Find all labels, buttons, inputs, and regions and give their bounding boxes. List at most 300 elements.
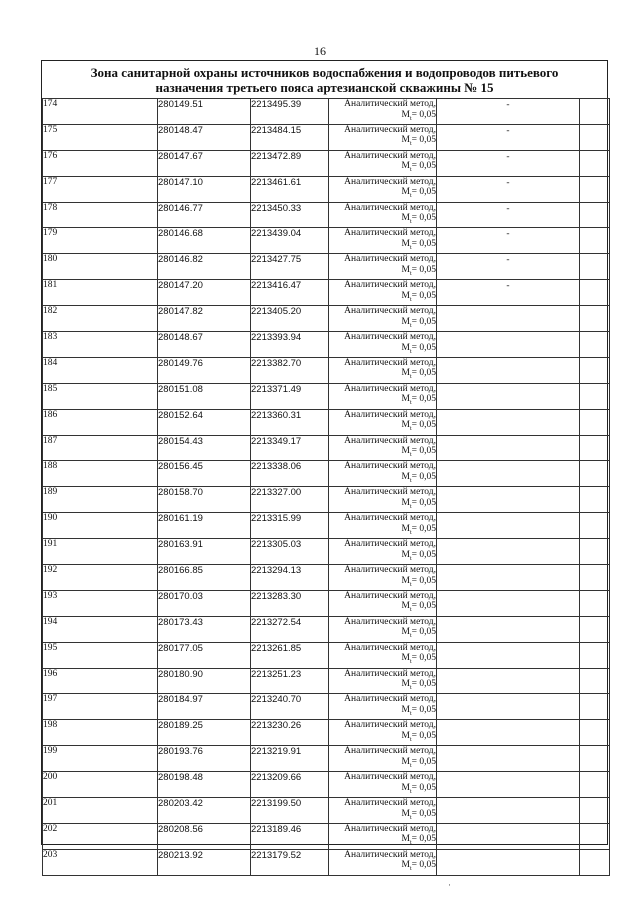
method-label: Аналитический метод, — [344, 99, 436, 109]
method-label: Аналитический метод, — [344, 176, 436, 187]
method-label: Аналитический метод, — [344, 124, 436, 135]
method-cell — [329, 409, 437, 435]
accuracy-value: 0,05 — [419, 109, 436, 120]
extra-cell: - — [437, 176, 580, 202]
method-cell — [329, 798, 437, 824]
method-cell — [329, 642, 437, 668]
extra-cell — [437, 461, 580, 487]
extra-cell — [437, 772, 580, 798]
page-number: 16 — [314, 44, 326, 58]
method-cell — [329, 668, 437, 694]
table-row — [43, 176, 610, 202]
method-label: Аналитический метод, — [344, 694, 436, 705]
coordinate-y: 2213315.99 — [251, 513, 329, 539]
empty-cell — [580, 616, 610, 642]
accuracy-line: $M_t= 0,05$ — [401, 420, 436, 433]
method-label: Аналитический метод, — [344, 228, 436, 239]
method-cell — [329, 332, 437, 358]
title-line-1: Зона санитарной охраны источников водоспабжения и водопроводов питьевого — [90, 65, 559, 80]
point-number: 202 — [43, 823, 158, 849]
coordinate-x: 280213.92 — [158, 849, 251, 875]
coordinate-y: 2213495.39 — [251, 99, 329, 125]
extra-cell — [437, 590, 580, 616]
accuracy-value: 0,05 — [419, 808, 436, 819]
accuracy-line: $M_t= 0,05$ — [401, 808, 436, 821]
coordinate-y: 2213199.50 — [251, 798, 329, 824]
accuracy-line: $M_t= 0,05$ — [401, 497, 436, 510]
accuracy-line: $M_t= 0,05$ — [401, 575, 436, 588]
table-row — [43, 99, 610, 125]
empty-cell — [580, 849, 610, 875]
point-number: 176 — [43, 150, 158, 176]
point-number: 174 — [43, 99, 158, 125]
accuracy-line: $M_t= 0,05$ — [401, 704, 436, 717]
extra-cell: - — [437, 280, 580, 306]
table-row — [43, 565, 610, 591]
coordinate-x: 280146.77 — [158, 202, 251, 228]
empty-cell — [580, 513, 610, 539]
accuracy-value: 0,05 — [419, 420, 436, 431]
accuracy-line: $M_t= 0,05$ — [401, 316, 436, 329]
coordinate-y: 2213261.85 — [251, 642, 329, 668]
table-row — [43, 228, 610, 254]
extra-cell — [437, 357, 580, 383]
table-body — [43, 99, 610, 876]
accuracy-line: $M_t= 0,05$ — [401, 135, 436, 148]
document-frame — [41, 60, 608, 873]
point-number: 196 — [43, 668, 158, 694]
coordinate-y: 2213393.94 — [251, 332, 329, 358]
extra-cell — [437, 332, 580, 358]
accuracy-value: 0,05 — [419, 471, 436, 482]
point-number: 192 — [43, 565, 158, 591]
extra-cell — [437, 694, 580, 720]
empty-cell — [580, 590, 610, 616]
accuracy-line: $M_t= 0,05$ — [401, 679, 436, 691]
coordinate-y: 2213283.30 — [251, 590, 329, 616]
method-cell — [329, 150, 437, 176]
table-row — [43, 487, 610, 513]
empty-cell — [580, 202, 610, 228]
method-label: Аналитический метод, — [344, 642, 436, 653]
table-row — [43, 668, 610, 694]
accuracy-line: $M_t= 0,05$ — [401, 238, 436, 251]
method-label: Аналитический метод, — [344, 357, 436, 368]
method-label: Аналитический метод, — [344, 487, 436, 498]
coordinate-y: 2213294.13 — [251, 565, 329, 591]
extra-cell — [437, 642, 580, 668]
extra-cell — [437, 539, 580, 565]
method-cell — [329, 720, 437, 746]
coordinate-x: 280203.42 — [158, 798, 251, 824]
accuracy-line: $M_t= 0,05$ — [401, 187, 436, 200]
method-cell — [329, 228, 437, 254]
coordinate-x: 280170.03 — [158, 590, 251, 616]
coordinate-y: 2213251.23 — [251, 668, 329, 694]
table-row — [43, 254, 610, 280]
accuracy-value: 0,05 — [419, 394, 436, 405]
point-number: 198 — [43, 720, 158, 746]
method-label: Аналитический метод, — [344, 461, 436, 472]
method-label: Аналитический метод, — [344, 435, 436, 446]
method-label: Аналитический метод, — [344, 565, 436, 576]
table-row — [43, 823, 610, 849]
table-title — [42, 65, 607, 95]
point-number: 182 — [43, 306, 158, 332]
table-row — [43, 150, 610, 176]
accuracy-value: 0,05 — [419, 730, 436, 741]
coordinate-x: 280148.67 — [158, 332, 251, 358]
accuracy-line: $M_t= 0,05$ — [401, 523, 436, 536]
method-label: Аналитический метод, — [344, 513, 436, 524]
coordinate-y: 2213209.66 — [251, 772, 329, 798]
extra-cell: - — [437, 228, 580, 254]
title-line-2: назначения третьего пояса артезианской скважины № 15 — [155, 80, 494, 95]
coordinate-y: 2213472.89 — [251, 150, 329, 176]
coordinate-x: 280177.05 — [158, 642, 251, 668]
accuracy-line: $M_t= 0,05$ — [401, 264, 436, 277]
accuracy-line: $M_t= 0,05$ — [401, 161, 436, 174]
extra-cell — [437, 487, 580, 513]
empty-cell — [580, 99, 610, 125]
coordinate-y: 2213189.46 — [251, 823, 329, 849]
empty-cell — [580, 409, 610, 435]
accuracy-value: 0,05 — [419, 782, 436, 793]
method-cell — [329, 461, 437, 487]
point-number: 197 — [43, 694, 158, 720]
table-row — [43, 461, 610, 487]
accuracy-value: 0,05 — [419, 860, 436, 871]
table-row — [43, 746, 610, 772]
point-number: 203 — [43, 849, 158, 875]
point-number: 184 — [43, 357, 158, 383]
method-cell — [329, 590, 437, 616]
extra-cell — [437, 383, 580, 409]
coordinate-y: 2213484.15 — [251, 124, 329, 150]
table-row — [43, 435, 610, 461]
accuracy-value: 0,05 — [419, 704, 436, 715]
point-number: 194 — [43, 616, 158, 642]
accuracy-line: $M_t= 0,05$ — [401, 653, 436, 666]
point-number: 191 — [43, 539, 158, 565]
method-label: Аналитический метод, — [344, 254, 436, 265]
method-label: Аналитический метод, — [344, 202, 436, 213]
method-label: Аналитический метод, — [344, 539, 436, 550]
accuracy-value: 0,05 — [419, 161, 436, 172]
accuracy-value: 0,05 — [419, 264, 436, 275]
coordinate-x: 280146.68 — [158, 228, 251, 254]
table-row — [43, 280, 610, 306]
coordinate-x: 280156.45 — [158, 461, 251, 487]
point-number: 180 — [43, 254, 158, 280]
accuracy-line: $M_t= 0,05$ — [401, 834, 436, 847]
empty-cell — [580, 176, 610, 202]
method-label: Аналитический метод, — [344, 798, 436, 809]
coordinate-x: 280152.64 — [158, 409, 251, 435]
coordinate-y: 2213327.00 — [251, 487, 329, 513]
table-row — [43, 202, 610, 228]
empty-cell — [580, 694, 610, 720]
empty-cell — [580, 254, 610, 280]
method-cell — [329, 435, 437, 461]
point-number: 185 — [43, 383, 158, 409]
coordinate-x: 280166.85 — [158, 565, 251, 591]
method-cell — [329, 124, 437, 150]
method-cell — [329, 306, 437, 332]
method-cell — [329, 280, 437, 306]
point-number: 200 — [43, 772, 158, 798]
method-label: Аналитический метод, — [344, 150, 436, 161]
coordinate-x: 280149.51 — [158, 99, 251, 125]
coordinate-x: 280149.76 — [158, 357, 251, 383]
coordinate-x: 280148.47 — [158, 124, 251, 150]
point-number: 201 — [43, 798, 158, 824]
empty-cell — [580, 332, 610, 358]
empty-cell — [580, 668, 610, 694]
accuracy-line: $M_t= 0,05$ — [401, 290, 436, 303]
point-number: 188 — [43, 461, 158, 487]
accuracy-value: 0,05 — [419, 238, 436, 249]
empty-cell — [580, 642, 610, 668]
accuracy-value: 0,05 — [419, 627, 436, 638]
method-cell — [329, 99, 437, 125]
point-number: 195 — [43, 642, 158, 668]
point-number: 178 — [43, 202, 158, 228]
method-label: Аналитический метод, — [344, 746, 436, 757]
accuracy-value: 0,05 — [419, 213, 436, 224]
table-row — [43, 513, 610, 539]
extra-cell — [437, 823, 580, 849]
method-cell — [329, 357, 437, 383]
table-row — [43, 409, 610, 435]
accuracy-value: 0,05 — [419, 497, 436, 508]
point-number: 179 — [43, 228, 158, 254]
accuracy-line: $M_t= 0,05$ — [401, 213, 436, 225]
extra-cell: - — [437, 99, 580, 125]
extra-cell — [437, 849, 580, 875]
accuracy-value: 0,05 — [419, 342, 436, 353]
accuracy-value: 0,05 — [419, 679, 436, 690]
accuracy-value: 0,05 — [419, 549, 436, 560]
coordinate-x: 280193.76 — [158, 746, 251, 772]
coordinate-y: 2213219.91 — [251, 746, 329, 772]
accuracy-line: $M_t= 0,05$ — [401, 342, 436, 355]
coordinate-x: 280161.19 — [158, 513, 251, 539]
coordinate-y: 2213230.26 — [251, 720, 329, 746]
accuracy-line: $M_t= 0,05$ — [401, 549, 436, 562]
coordinate-x: 280147.20 — [158, 280, 251, 306]
coordinate-y: 2213338.06 — [251, 461, 329, 487]
accuracy-line: $M_t= 0,05$ — [401, 756, 436, 769]
extra-cell — [437, 746, 580, 772]
extra-cell — [437, 720, 580, 746]
empty-cell — [580, 772, 610, 798]
coordinate-x: 280147.10 — [158, 176, 251, 202]
empty-cell — [580, 280, 610, 306]
empty-cell — [580, 124, 610, 150]
extra-cell: - — [437, 254, 580, 280]
extra-cell — [437, 798, 580, 824]
point-number: 183 — [43, 332, 158, 358]
method-label: Аналитический метод, — [344, 306, 436, 317]
point-number: 187 — [43, 435, 158, 461]
accuracy-line: $M_t= 0,05$ — [401, 627, 436, 640]
method-cell — [329, 254, 437, 280]
method-cell — [329, 487, 437, 513]
coordinate-x: 280146.82 — [158, 254, 251, 280]
method-cell — [329, 565, 437, 591]
empty-cell — [580, 746, 610, 772]
coordinate-x: 280180.90 — [158, 668, 251, 694]
table-row — [43, 772, 610, 798]
accuracy-value: 0,05 — [419, 523, 436, 534]
method-label: Аналитический метод, — [344, 668, 436, 679]
point-number: 190 — [43, 513, 158, 539]
accuracy-value: 0,05 — [419, 446, 436, 457]
coordinate-y: 2213240.70 — [251, 694, 329, 720]
coordinate-x: 280158.70 — [158, 487, 251, 513]
method-label: Аналитический метод, — [344, 849, 436, 860]
empty-cell — [580, 383, 610, 409]
extra-cell — [437, 409, 580, 435]
method-label: Аналитический метод, — [344, 772, 436, 783]
accuracy-value: 0,05 — [419, 575, 436, 586]
empty-cell — [580, 461, 610, 487]
point-number: 177 — [43, 176, 158, 202]
accuracy-value: 0,05 — [419, 834, 436, 845]
empty-cell — [580, 720, 610, 746]
coordinate-y: 2213371.49 — [251, 383, 329, 409]
method-label: Аналитический метод, — [344, 616, 436, 627]
accuracy-value: 0,05 — [419, 368, 436, 379]
method-cell — [329, 202, 437, 228]
accuracy-value: 0,05 — [419, 290, 436, 301]
point-number: 189 — [43, 487, 158, 513]
coordinate-y: 2213427.75 — [251, 254, 329, 280]
method-cell — [329, 539, 437, 565]
method-cell — [329, 694, 437, 720]
table-row — [43, 720, 610, 746]
empty-cell — [580, 228, 610, 254]
coordinate-y: 2213272.54 — [251, 616, 329, 642]
extra-cell — [437, 306, 580, 332]
extra-cell — [437, 435, 580, 461]
table-row — [43, 383, 610, 409]
coordinate-x: 280198.48 — [158, 772, 251, 798]
coordinate-x: 280163.91 — [158, 539, 251, 565]
point-number: 186 — [43, 409, 158, 435]
extra-cell — [437, 668, 580, 694]
method-label: Аналитический метод, — [344, 590, 436, 601]
extra-cell — [437, 565, 580, 591]
accuracy-line: $M_t= 0,05$ — [401, 860, 436, 873]
scan-mark: · — [448, 880, 451, 890]
coordinate-y: 2213382.70 — [251, 357, 329, 383]
coordinate-x: 280154.43 — [158, 435, 251, 461]
table-row — [43, 616, 610, 642]
coordinate-x: 280173.43 — [158, 616, 251, 642]
accuracy-line: $M_t= 0,05$ — [401, 394, 436, 407]
table-row — [43, 332, 610, 358]
method-cell — [329, 513, 437, 539]
accuracy-line: $M_t= 0,05$ — [401, 601, 436, 614]
table-row — [43, 539, 610, 565]
method-label: Аналитический метод, — [344, 720, 436, 731]
table-row — [43, 124, 610, 150]
method-cell — [329, 772, 437, 798]
extra-cell: - — [437, 124, 580, 150]
method-cell — [329, 823, 437, 849]
empty-cell — [580, 487, 610, 513]
method-cell — [329, 849, 437, 875]
accuracy-line: $M_t= 0,05$ — [401, 730, 436, 743]
method-label: Аналитический метод, — [344, 383, 436, 394]
empty-cell — [580, 565, 610, 591]
coordinate-x: 280184.97 — [158, 694, 251, 720]
table-row — [43, 590, 610, 616]
coordinate-x: 280151.08 — [158, 383, 251, 409]
method-label: Аналитический метод, — [344, 280, 436, 291]
coordinate-y: 2213439.04 — [251, 228, 329, 254]
extra-cell — [437, 513, 580, 539]
coordinates-table — [42, 98, 610, 876]
table-row — [43, 798, 610, 824]
empty-cell — [580, 435, 610, 461]
coordinate-y: 2213405.20 — [251, 306, 329, 332]
method-cell — [329, 383, 437, 409]
coordinate-y: 2213450.33 — [251, 202, 329, 228]
accuracy-value: 0,05 — [419, 187, 436, 198]
coordinate-y: 2213461.61 — [251, 176, 329, 202]
coordinate-y: 2213360.31 — [251, 409, 329, 435]
coordinate-x: 280147.82 — [158, 306, 251, 332]
extra-cell: - — [437, 150, 580, 176]
point-number: 175 — [43, 124, 158, 150]
accuracy-value: 0,05 — [419, 601, 436, 612]
table-row — [43, 642, 610, 668]
accuracy-line: $M_t= 0,05$ — [401, 446, 436, 458]
coordinate-y: 2213305.03 — [251, 539, 329, 565]
empty-cell — [580, 798, 610, 824]
empty-cell — [580, 150, 610, 176]
coordinate-x: 280208.56 — [158, 823, 251, 849]
empty-cell — [580, 823, 610, 849]
table-row — [43, 306, 610, 332]
empty-cell — [580, 306, 610, 332]
table-row — [43, 357, 610, 383]
method-label: Аналитический метод, — [344, 332, 436, 343]
extra-cell — [437, 616, 580, 642]
method-cell — [329, 746, 437, 772]
accuracy-line: $M_t= 0,05$ — [401, 109, 436, 122]
extra-cell: - — [437, 202, 580, 228]
method-cell — [329, 176, 437, 202]
accuracy-value: 0,05 — [419, 653, 436, 664]
accuracy-line: $M_t= 0,05$ — [401, 471, 436, 484]
coordinate-y: 2213349.17 — [251, 435, 329, 461]
accuracy-line: $M_t= 0,05$ — [401, 782, 436, 795]
method-cell — [329, 616, 437, 642]
accuracy-value: 0,05 — [419, 756, 436, 767]
accuracy-line: $M_t= 0,05$ — [401, 368, 436, 381]
accuracy-value: 0,05 — [419, 316, 436, 327]
empty-cell — [580, 357, 610, 383]
coordinate-x: 280189.25 — [158, 720, 251, 746]
coordinate-y: 2213179.52 — [251, 849, 329, 875]
empty-cell — [580, 539, 610, 565]
table-row — [43, 694, 610, 720]
method-label: Аналитический метод, — [344, 409, 436, 420]
